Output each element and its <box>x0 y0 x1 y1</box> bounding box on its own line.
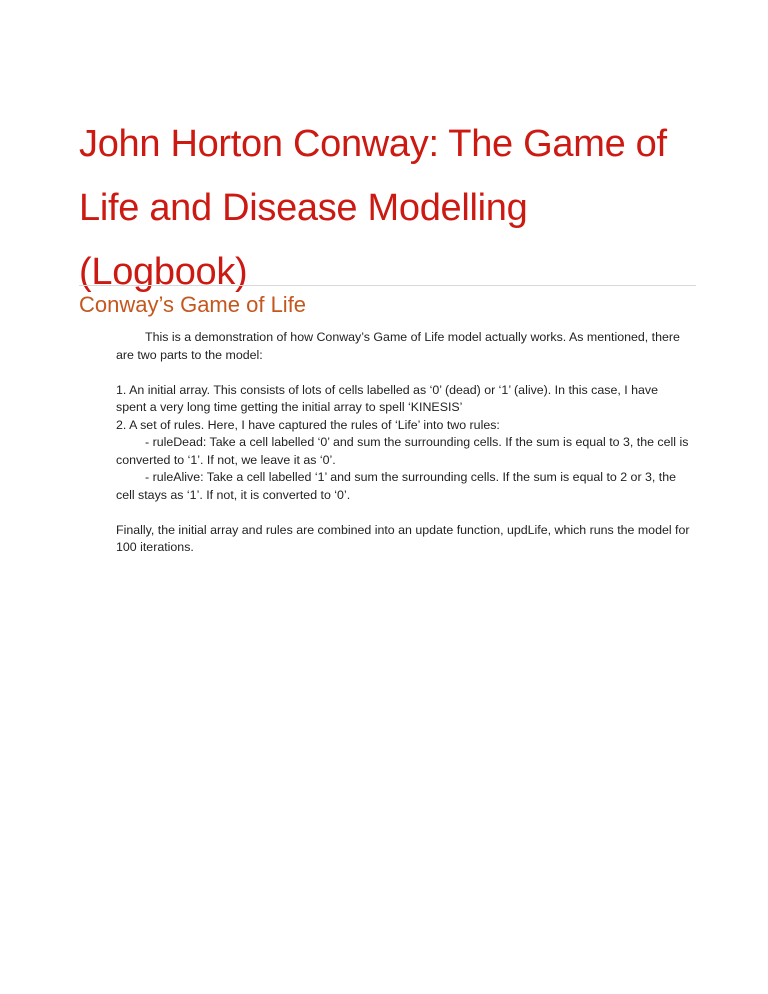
conclusion-paragraph: Finally, the initial array and rules are combined into an update function, updLife, which runs the model for 100 iterations. <box>116 522 690 554</box>
rule-dead-paragraph: - ruleDead: Take a cell labelled ‘0’ and sum the surrounding cells. If the sum is equal to 3, the cell is converted to ‘1’. If not, we leave it as ‘0’. <box>116 435 689 467</box>
section-heading: Conway’s Game of Life <box>79 292 307 317</box>
rule-alive-paragraph: - ruleAlive: Take a cell labelled ‘1’ and sum the surrounding cells. If the sum is equal to 2 or 3, the cell stays as ‘1’. If not, it is converted to ‘0’. <box>116 470 677 502</box>
title-divider <box>79 285 696 286</box>
intro-paragraph: This is a demonstration of how Conway’s Game of Life model actually works. As mentioned, there are two parts to the model: <box>116 330 680 362</box>
list-item-initial-array: 1. An initial array. This consists of lots of cells labelled as ‘0’ (dead) or ‘1’ (alive). In this case, I have spent a very long time getting the initial array to spell ‘KINESIS’ <box>116 382 658 414</box>
document-title: John Horton Conway: The Game of Life and Disease Modelling (Logbook) <box>79 123 667 293</box>
list-item-rules: 2. A set of rules. Here, I have captured the rules of ‘Life’ into two rules: <box>116 417 500 432</box>
section-body <box>116 329 691 557</box>
paragraph-spacer <box>116 364 691 382</box>
paragraph-spacer <box>116 504 691 522</box>
